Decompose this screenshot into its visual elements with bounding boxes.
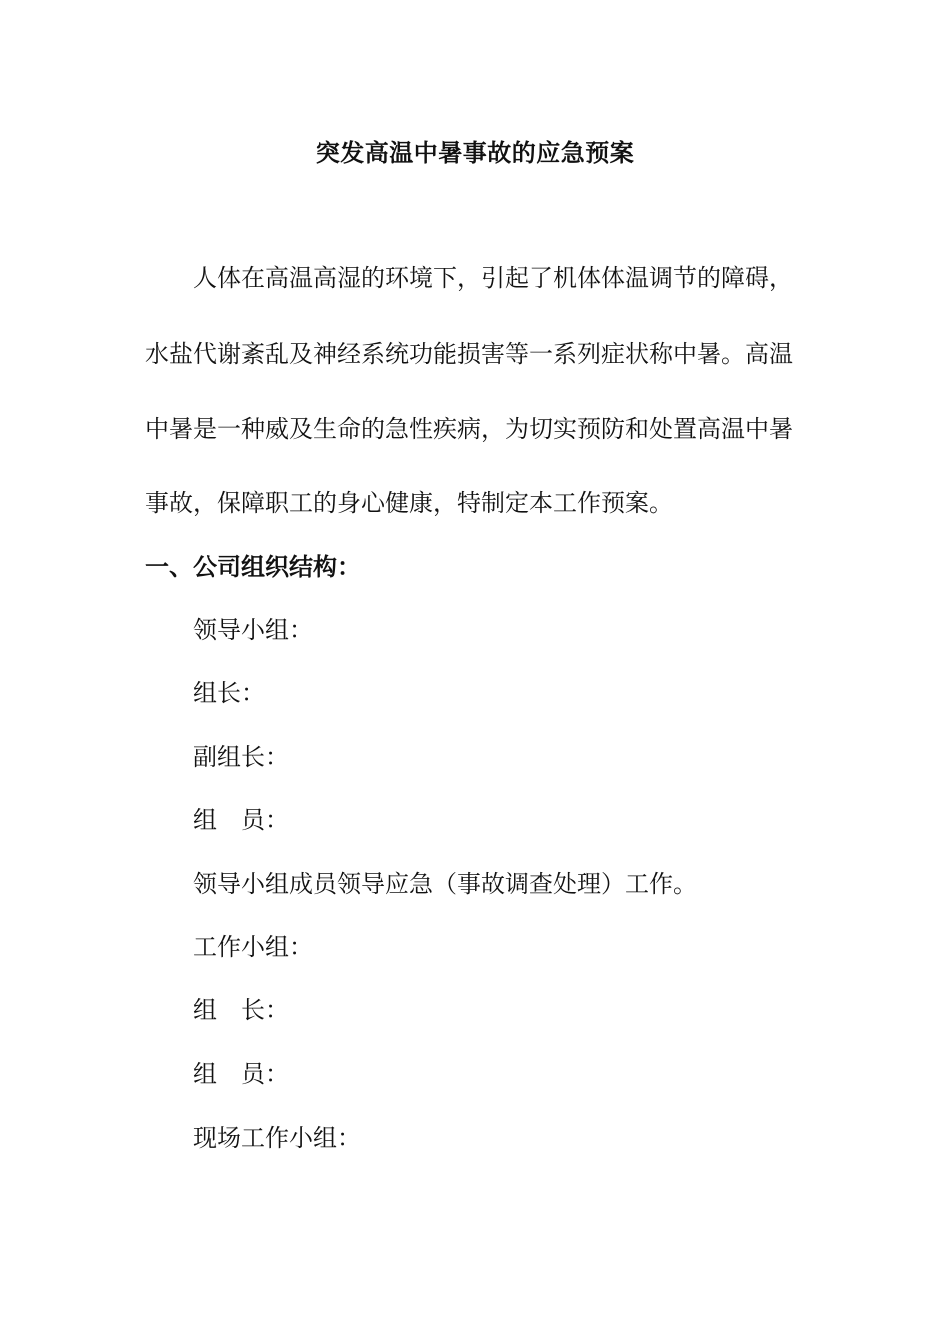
document-title: 突发高温中暑事故的应急预案: [315, 138, 635, 167]
org-line-leader: 组长：: [193, 679, 265, 707]
org-line-working-group: 工作小组：: [193, 933, 313, 961]
section-heading-org-structure: 一、公司组织结构：: [145, 552, 361, 581]
intro-line-4: 事故，保障职工的身心健康，特制定本工作预案。: [145, 489, 673, 517]
org-line-working-leader: 组 长：: [193, 996, 289, 1024]
org-line-onsite-group: 现场工作小组：: [193, 1124, 361, 1152]
intro-line-2: 水盐代谢紊乱及神经系统功能损害等一系列症状称中暑。高温: [145, 340, 793, 368]
org-line-leadership-duty: 领导小组成员领导应急（事故调查处理）工作。: [193, 870, 697, 898]
org-line-working-members: 组 员：: [193, 1060, 289, 1088]
org-line-leadership-group: 领导小组：: [193, 616, 313, 644]
org-line-deputy-leader: 副组长：: [193, 743, 289, 771]
intro-line-1: 人体在高温高湿的环境下，引起了机体体温调节的障碍，: [145, 264, 793, 292]
org-line-members: 组 员：: [193, 806, 289, 834]
intro-line-3: 中暑是一种威及生命的急性疾病，为切实预防和处置高温中暑: [145, 415, 793, 443]
